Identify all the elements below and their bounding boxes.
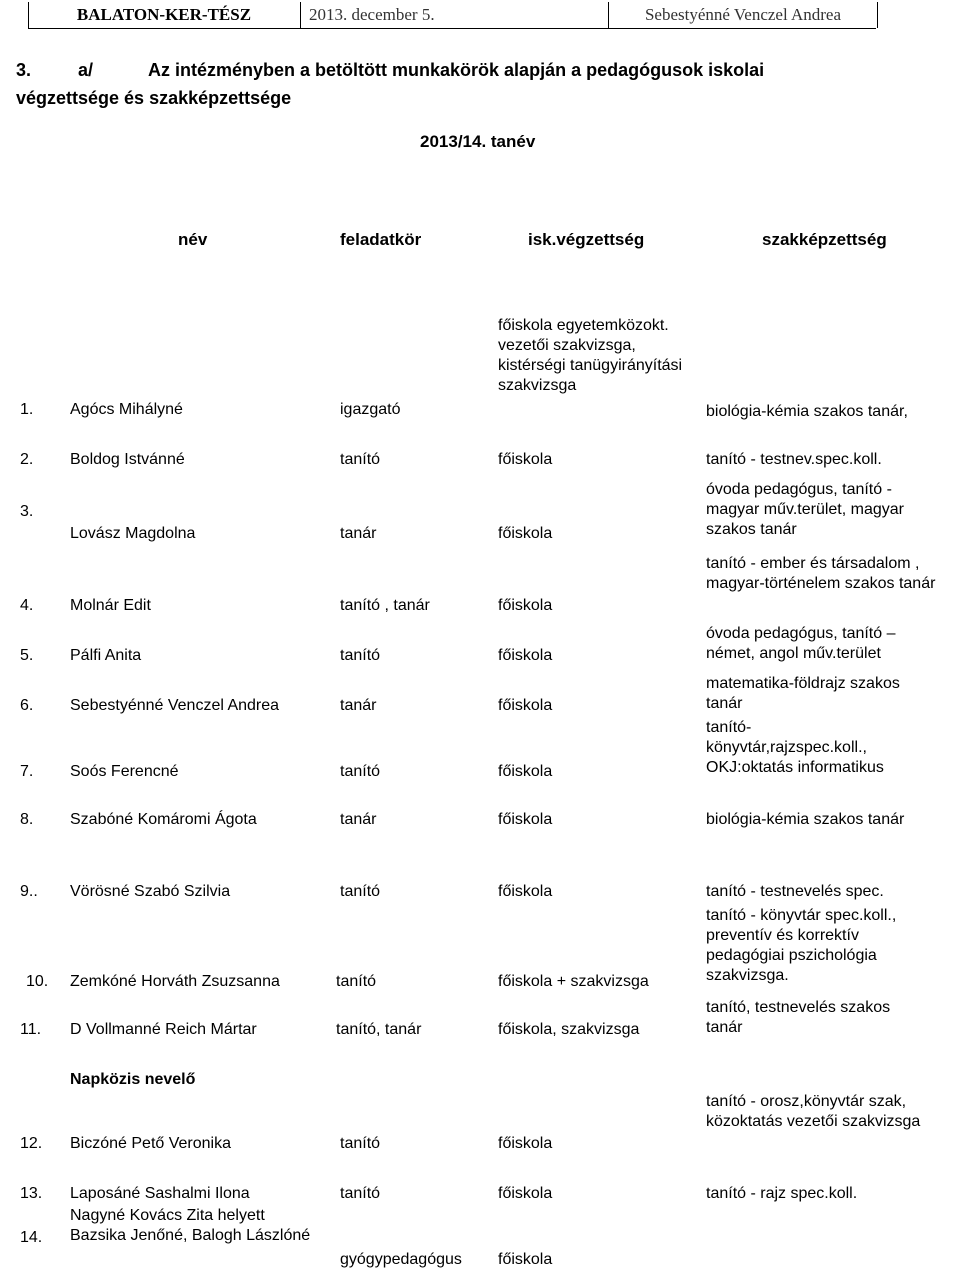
row-education: főiskola [498, 1135, 553, 1152]
row-education: főiskola [498, 1251, 553, 1268]
row-name: Molnár Edit [70, 597, 151, 614]
row-role: tanító [340, 451, 381, 468]
title-line2: végzettsége és szakképzettsége [16, 88, 292, 108]
row-name: Sebestyénné Venczel Andrea [70, 697, 280, 714]
header-date: 2013. december 5. [300, 2, 615, 28]
row-education: főiskola [498, 697, 553, 714]
row-education: főiskola [498, 811, 553, 828]
row-education: főiskola + szakvizsga [498, 973, 649, 990]
row-number: 12. [20, 1135, 43, 1152]
section-napkozis-nevelo: Napközis nevelő [70, 1071, 196, 1088]
page-header [28, 2, 876, 29]
row-education: főiskola [498, 451, 553, 468]
row-number: 7. [20, 763, 34, 780]
row-qualification: tanító - orosz,könyvtár szak, közoktatás vezetői szakvizsga [706, 1093, 921, 1130]
row-number: 4. [20, 597, 34, 614]
row-role: tanító [340, 1185, 381, 1202]
title-number: 3. [16, 60, 32, 80]
row-name: Lovász Magdolna [70, 525, 196, 542]
row-role: tanár [340, 525, 377, 542]
row-number: 14. [20, 1229, 43, 1246]
row-qualification: óvoda pedagógus, tanító – német, angol műv.terület [706, 625, 896, 662]
school-year: 2013/14. tanév [420, 132, 536, 151]
row-qualification: tanító - testnevelés spec. [706, 883, 884, 900]
row-education: főiskola [498, 1185, 553, 1202]
row-role: tanító [340, 1135, 381, 1152]
row-role: tanító [336, 973, 377, 990]
column-header-isk: isk.végzettség [528, 230, 645, 249]
row-number: 3. [20, 503, 34, 520]
header-org: BALATON-KER-TÉSZ [28, 2, 299, 28]
column-header-nev: név [178, 230, 208, 249]
row-number: 9.. [20, 883, 38, 900]
row-name: D Vollmanné Reich Mártar [70, 1021, 257, 1038]
row-role: tanító [340, 763, 381, 780]
title-line1: Az intézményben a betöltött munkakörök alapján a pedagógusok iskolai [148, 60, 765, 80]
row-role: tanító [340, 647, 381, 664]
row-qualification: tanító, testnevelés szakos tanár [706, 999, 891, 1036]
row-name: Vörösné Szabó Szilvia [70, 883, 231, 900]
row-number: 10. [26, 973, 49, 990]
row-education: főiskola [498, 763, 553, 780]
row-number: 8. [20, 811, 34, 828]
row-role: tanító , tanár [340, 597, 430, 614]
row-role: tanár [340, 811, 377, 828]
row-name: Pálfi Anita [70, 647, 142, 664]
row-education: főiskola [498, 647, 553, 664]
row-qualification: tanító - könyvtár spec.koll., preventív és korrektív pedagógiai pszichológia szakvizsga. [706, 907, 897, 984]
row-role: tanító [340, 883, 381, 900]
title-letter: a/ [78, 60, 94, 80]
row-role: igazgató [340, 401, 401, 418]
row-qualification: biológia-kémia szakos tanár [706, 811, 905, 828]
row-name: Soós Ferencné [70, 763, 179, 780]
row-qualification: biológia-kémia szakos tanár, [706, 403, 908, 420]
row-education: főiskola [498, 883, 553, 900]
row-qualification: tanító - ember és társadalom , magyar-történelem szakos tanár [706, 555, 936, 592]
row-name: Nagyné Kovács Zita helyett Bazsika Jenőné, Balogh Lászlóné [70, 1207, 311, 1244]
row-name: Agócs Mihályné [70, 401, 183, 418]
row-name: Laposáné Sashalmi Ilona [70, 1185, 250, 1202]
row-education: főiskola [498, 597, 553, 614]
row-qualification: tanító - testnev.spec.koll. [706, 451, 882, 468]
row-qualification: tanító - rajz spec.koll. [706, 1185, 858, 1202]
row-role: tanító, tanár [336, 1021, 422, 1038]
row-qualification: matematika-földrajz szakos tanár [706, 675, 900, 712]
row-number: 13. [20, 1185, 43, 1202]
row-education: főiskola, szakvizsga [498, 1021, 640, 1038]
row-number: 11. [20, 1021, 42, 1038]
column-header-szak: szakképzettség [762, 230, 887, 249]
row-role: gyógypedagógus [340, 1251, 462, 1268]
row-name: Szabóné Komáromi Ágota [70, 811, 257, 828]
row-role: tanár [340, 697, 377, 714]
row-name: Boldog Istvánné [70, 451, 185, 468]
row-name: Zemkóné Horváth Zsuzsanna [70, 973, 280, 990]
row-education: főiskola egyetemközokt. vezetői szakvizsga, kistérségi tanügyirányítási szakvizsga [498, 317, 683, 394]
column-header-feladatkor: feladatkör [340, 230, 422, 249]
row-name: Biczóné Pető Veronika [70, 1135, 231, 1152]
row-education: főiskola [498, 525, 553, 542]
row-number: 6. [20, 697, 34, 714]
row-number: 5. [20, 647, 34, 664]
row-qualification: tanító- könyvtár,rajzspec.koll., OKJ:oktatás informatikus [706, 719, 884, 776]
header-author: Sebestyénné Venczel Andrea [608, 2, 878, 28]
row-number: 2. [20, 451, 34, 468]
row-number: 1. [20, 401, 34, 418]
row-qualification: óvoda pedagógus, tanító - magyar műv.terület, magyar szakos tanár [706, 481, 904, 538]
